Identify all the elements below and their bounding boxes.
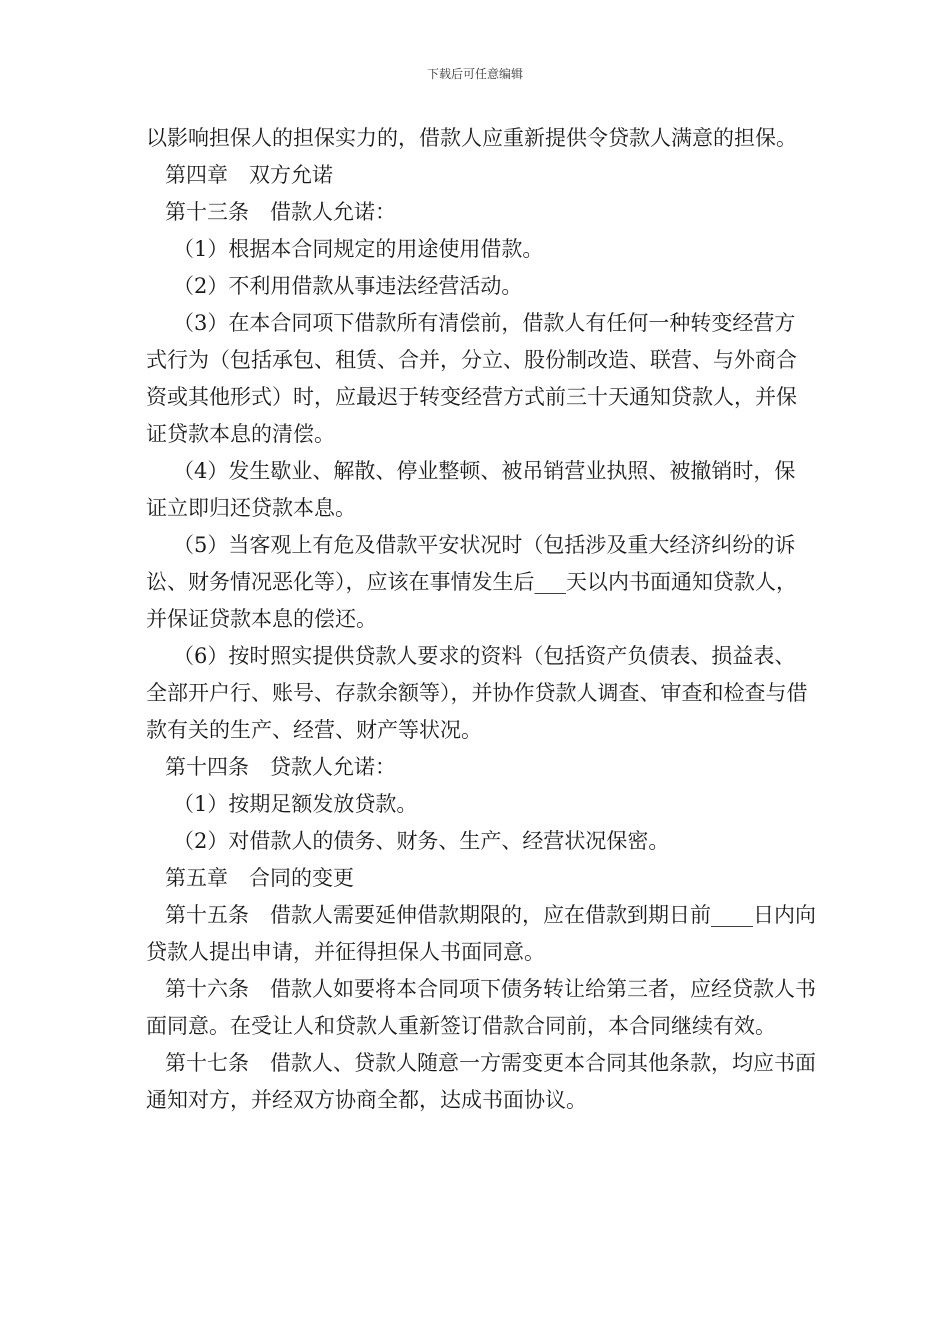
list-item: （3）在本合同项下借款所有清偿前，借款人有任何一种转变经营方式行为（包括承包、租赁、合并，分立、股份制改造、联营、与外商合资或其他形式）时，应最迟于转变经营方式前三十天通知贷款人，并保证贷款本息的清偿。 xyxy=(146,311,797,446)
list-item: （1）按期足额发放贷款。 xyxy=(173,792,418,816)
list-item: （2）对借款人的债务、财务、生产、经营状况保密。 xyxy=(173,829,670,853)
list-item: （5）当客观上有危及借款平安状况时（包括涉及重大经济纠纷的诉讼、财务情况恶化等），应该在事情发生后___天以内书面通知贷款人，并保证贷款本息的偿还。 xyxy=(146,533,797,631)
article-paragraph: 第十六条 借款人如要将本合同项下债务转让给第三者，应经贷款人书面同意。在受让人和贷款人重新签订借款合同前，本合同继续有效。 xyxy=(146,977,816,1038)
chapter-heading: 第四章 双方允诺 xyxy=(165,163,333,187)
list-item: （4）发生歇业、解散、停业整顿、被吊销营业执照、被撤销时，保证立即归还贷款本息。 xyxy=(146,459,796,520)
page-header: 下载后可任意编辑 xyxy=(426,67,523,81)
article-paragraph: 第十七条 借款人、贷款人随意一方需变更本合同其他条款，均应书面通知对方，并经双方协商全都，达成书面协议。 xyxy=(146,1051,816,1112)
list-item: （6）按时照实提供贷款人要求的资料（包括资产负债表、损益表、全部开户行、账号、存款余额等），并协作贷款人调查、审查和检查与借款有关的生产、经营、财产等状况。 xyxy=(146,644,808,742)
paragraph: 以影响担保人的担保实力的，借款人应重新提供令贷款人满意的担保。 xyxy=(146,126,797,150)
list-item: （2）不利用借款从事违法经营活动。 xyxy=(173,274,523,298)
article-heading: 第十四条 贷款人允诺： xyxy=(165,755,396,779)
chapter-heading: 第五章 合同的变更 xyxy=(165,866,354,890)
article-paragraph: 第十五条 借款人需要延伸借款期限的，应在借款到期日前____日内向贷款人提出申请，并征得担保人书面同意。 xyxy=(146,903,816,964)
list-item: （1）根据本合同规定的用途使用借款。 xyxy=(173,237,544,261)
document-body xyxy=(146,120,816,1119)
article-heading: 第十三条 借款人允诺： xyxy=(165,200,396,224)
